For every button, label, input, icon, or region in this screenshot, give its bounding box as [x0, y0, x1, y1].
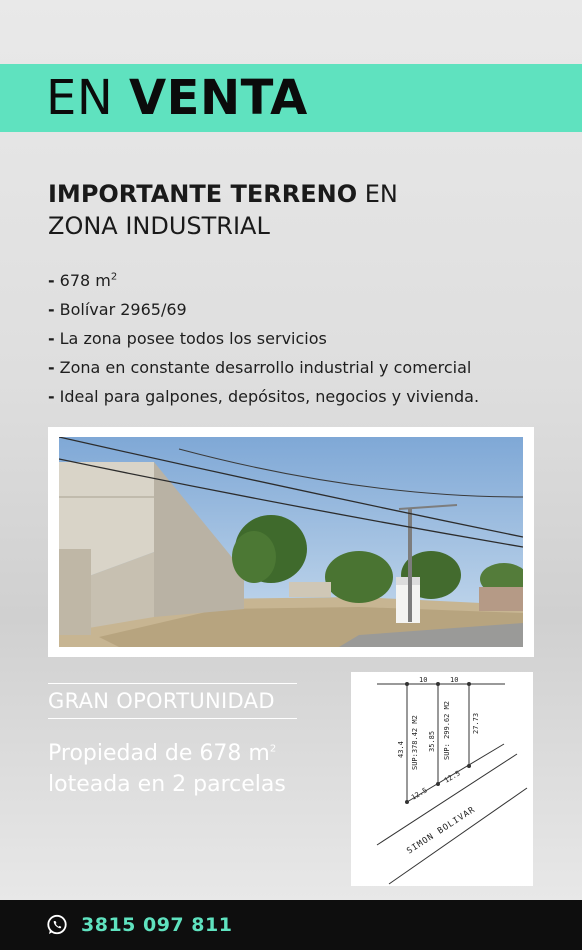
- feature-text: La zona posee todos los servicios: [59, 329, 327, 348]
- dash: -: [48, 271, 55, 290]
- whatsapp-icon: [46, 914, 68, 936]
- plan-lot1-area: SUP:378.42 M2: [411, 715, 419, 770]
- dash: -: [48, 387, 55, 406]
- feature-item: [48, 353, 479, 382]
- property-summary: [48, 738, 286, 800]
- for-sale-title: [46, 69, 308, 127]
- plan-top-width-2: 10: [450, 676, 459, 684]
- feature-list: [48, 266, 479, 411]
- feature-item: [48, 324, 479, 353]
- headline-rest: EN: [364, 180, 398, 208]
- property-photo: [59, 437, 523, 647]
- plan-side-right: 27.73: [472, 712, 480, 734]
- feature-text: Zona en constante desarrollo industrial y comercial: [59, 358, 472, 377]
- feature-item: [48, 266, 479, 295]
- superscript: 2: [110, 271, 118, 283]
- plan-side-mid: 35.85: [428, 730, 436, 752]
- plan-lot2-area: SUP: 299.62 M2: [443, 700, 451, 760]
- contact-footer: [0, 900, 582, 950]
- lot-plan: [351, 672, 533, 886]
- opportunity-label: GRAN OPORTUNIDAD: [48, 683, 297, 719]
- plan-top-width-1: 10: [419, 676, 428, 684]
- street-line-2: [389, 788, 527, 884]
- feature-text: Bolívar 2965/69: [59, 300, 187, 319]
- dash: -: [48, 329, 55, 348]
- headline-line2: ZONA INDUSTRIAL: [48, 212, 270, 240]
- for-sale-banner: [0, 64, 582, 132]
- feature-item: [48, 295, 479, 324]
- plan-front-width-2: 12.5: [443, 769, 462, 785]
- feature-item: [48, 382, 479, 411]
- property-line1: Propiedad de 678 m: [48, 741, 270, 766]
- property-lots: loteada en 2 parcelas: [48, 772, 286, 797]
- title-prefix: EN: [46, 70, 114, 126]
- lot-plan-frame: [351, 672, 533, 886]
- plan-street-name: SIMON BOLIVAR: [405, 804, 478, 857]
- superscript: 2: [269, 743, 277, 755]
- property-size: [48, 738, 286, 769]
- listing-headline: [48, 178, 508, 242]
- dash: -: [48, 358, 55, 377]
- title-highlight: VENTA: [129, 70, 308, 126]
- feature-text: 678 m: [59, 271, 111, 290]
- headline-bold: IMPORTANTE TERRENO: [48, 180, 358, 208]
- feature-text: Ideal para galpones, depósitos, negocios y vivienda.: [59, 387, 480, 406]
- plan-side-left: 43.4: [397, 741, 405, 758]
- dash: -: [48, 300, 55, 319]
- contact-phone[interactable]: 3815 097 811: [81, 914, 233, 936]
- property-photo-frame: [48, 427, 534, 657]
- plan-front-width-1: 12.5: [410, 786, 429, 802]
